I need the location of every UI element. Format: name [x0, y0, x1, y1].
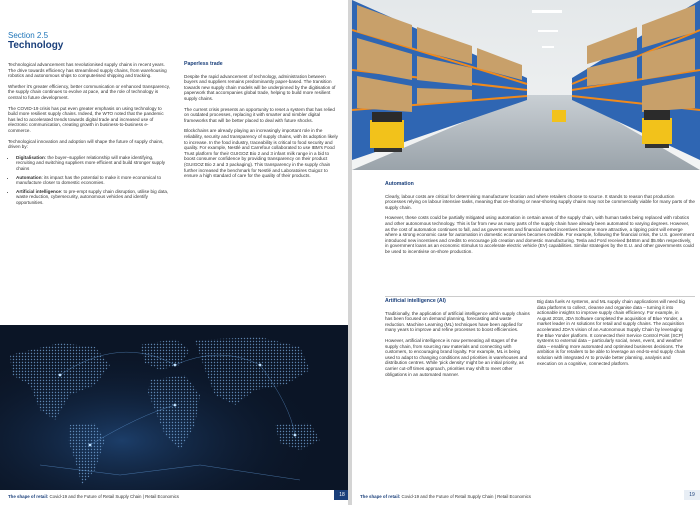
digital-world-map-image [0, 325, 348, 490]
page-number: 18 [334, 490, 348, 500]
right-column [184, 62, 338, 184]
paragraph: However, these costs could be partially mitigated using automation in certain areas of the supply chain, with human tasks being replaced with robotics and other autonomous technology. This is far from new as many parts of the supply chain have already been automated to varying degrees. However, as the cost of automation continues to fall, and as governments and financial market incentives become more attractive, a tipping point will emerge where a strong economic case for automation in domestic economies becomes credible. For example, following the financial crisis, the U.S. government introduced new incentives and credits to encourage job creation and domestic manufacturing. Tesla and Ford received $465m and $5.9bn respectively, in government loans as an economic stimulus to accelerate electric vehicle (EV) capabilities. Similar strategies by the E.U. and other governments could be used to incentivise on-shore production. [385, 215, 694, 254]
section-title: Technology [8, 40, 64, 51]
paragraph: However, artificial intelligence is now permeating all stages of the supply chain, from sourcing raw materials and connecting with customers, to encouraging brand loyalty. For example, ML is being used to adapt to changing conditions and priorities in warehouses and distribution centres. While 'pick density' might be an initial priority, as carrier cut-off times approach, priorities may shift to meet other obligations in an automated manner. [385, 337, 528, 377]
paragraph: Blockchains are already playing an increasingly important role in the reliability, security and transparency of supply chains, with its adoption likely to increase. In the food industry, traceability is critical to food security and quality. For example, Nestlé and Carrefour collaborated to use IBM's Food Trust platform for their GUIGOZ Bio 2 and 3 infant milk range in a bid to boost consumer confidence by providing transparency on their product (GUIGOZ Bio 2 and 3 packaging). This transparency in the supply chain further increased the benchmark for Nestlé and Laboratoires Guigoz to ensure a high standard of care for the quality of their products. [184, 128, 338, 179]
list-item-text: : to pre-empt supply chain disruption, utilise big data, waste reduction, cybersecurity, autonomous vehicles and identify opportunities. [16, 188, 169, 205]
page-number: 19 [684, 490, 700, 500]
list-item-text: : its impact has the potential to make it more economical to manufacture closer to domestic economies. [16, 174, 162, 186]
footer-brand: The shape of retail: [360, 494, 401, 499]
list-item [16, 175, 170, 186]
paperless-trade-heading: Paperless trade [184, 61, 223, 67]
section-label: Section 2.5 [8, 31, 49, 40]
paragraph: The current crisis presents an opportunity to reset a system that has relied on outdated processes, replacing it with smarter and nimbler digital frameworks that will be better placed to deal with future shocks. [184, 106, 335, 123]
ai-section-column-2 [537, 299, 689, 371]
paragraph: Big data fuels AI systems, and ML supply chain applications will need big data platforms to collect, cleanse and organise data – turning it into actionable insights to improve supply chain efficiency. For example, in August 2018, JDA Software completed the acquisition of Blue Yonder, a market leader in AI solutions for retail and supply chains. The acquisition accelerated JDA's vision of an Autonomous Supply Chain by leveraging the Blue Yonder platform. It connected their Service Control Point (SCP) systems to external data – particularly social, news, event, and weather data – enabling more automated and optimised business decisions. The ambition is for retailers to be able to leverage an end-to-end supply chain solution with integrated AI to provide better planning, analysis and execution on a cognitive, connected platform. [537, 299, 686, 366]
automation-section [385, 182, 695, 260]
ai-section-column-1 [385, 299, 531, 382]
left-page [0, 0, 348, 505]
footer-text [8, 494, 179, 499]
page-footer [0, 490, 348, 505]
automation-heading: Automation [385, 181, 414, 187]
right-page [352, 0, 700, 505]
left-column [8, 62, 170, 210]
footer-brand: The shape of retail: [8, 494, 49, 499]
list-item [16, 155, 170, 172]
paragraph: Traditionally, the application of artificial intelligence within supply chains has been focused on demand planning, forecasting and waste reduction. Machine Learning (ML) techniques have been applied for many years to improve and refine processes to boost efficiencies. [385, 310, 530, 333]
section-divider [385, 296, 695, 297]
list-item-label: Automation [16, 174, 42, 180]
paragraph: Clearly, labour costs are critical for determining manufacturer location and where retailers choose to source. It stands to reason that production processes relying on labour intensive tasks, meaning that on-shoring or near-shoring supply chains may not be commercially viable for many parts of the supply chain. [385, 193, 695, 210]
paragraph: Technological advancement has revolutionised supply chains in recent years. The drive towards efficiency has streamlined supply chains, from warehousing robotics and autonomous ships to computerised shipping and tracking. [8, 62, 167, 79]
list-item-label: Digitalisation [16, 154, 45, 160]
footer-title: Covid-19 and the Future of Retail Supply Chain | Retail Economics [400, 494, 531, 499]
paragraph: Whether it's greater efficiency, better communication or enhanced transparency, the supply chain continues to evolve at pace, and the role of technology is central to future development. [8, 83, 170, 100]
footer-text [360, 494, 531, 499]
paragraph: Despite the rapid advancement of technology, administration between buyers and suppliers remains predominantly paper-based. The transition towards new supply chain models will be underpinned by the digitisation of paperwork that accompanies global trade, helping to build more resilient supply chains. [184, 73, 336, 101]
footer-title: Covid-19 and the Future of Retail Supply Chain | Retail Economics [48, 494, 179, 499]
list-item-label: Artificial intelligence [16, 188, 61, 194]
page-footer [352, 490, 700, 505]
list-item-text: : the buyer–supplier relationship will make identifying, recruiting and switching suppliers more efficient and build stronger supply chains [16, 154, 166, 171]
paragraph: Technological innovation and adoption will shape the future of supply chains, driven by: [8, 138, 164, 150]
driver-list [8, 155, 170, 206]
list-item [16, 189, 170, 206]
ai-heading: Artificial intelligence (AI) [385, 298, 446, 304]
paragraph: The COVID-19 crisis has put even greater emphasis on using technology to build more resilient supply chains. Indeed, the WTO noted that the pandemic has led to accelerated trends towards digital trade and increased use of electronic communication, creating growth in business-to-business e-commerce. [8, 105, 164, 133]
warehouse-robots-image [352, 0, 700, 170]
